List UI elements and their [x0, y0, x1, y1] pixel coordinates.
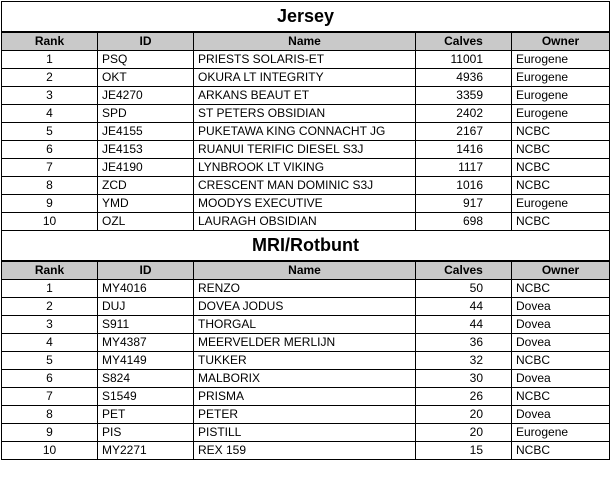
- cell-rank: 8: [2, 406, 98, 424]
- cell-rank: 2: [2, 69, 98, 87]
- cell-name: MOODYS EXECUTIVE: [194, 195, 416, 213]
- cell-calves: 20: [416, 406, 512, 424]
- cell-owner: Eurogene: [512, 195, 610, 213]
- table-row: [2, 123, 610, 141]
- cell-name: MEERVELDER MERLIJN: [194, 334, 416, 352]
- cell-name: TUKKER: [194, 352, 416, 370]
- cell-id: SPD: [98, 105, 194, 123]
- table-row: [2, 316, 610, 334]
- cell-name: PUKETAWA KING CONNACHT JG: [194, 123, 416, 141]
- cell-id: JE4153: [98, 141, 194, 159]
- cell-calves: 1416: [416, 141, 512, 159]
- cell-calves: 1117: [416, 159, 512, 177]
- cell-rank: 7: [2, 159, 98, 177]
- cell-owner: NCBC: [512, 123, 610, 141]
- cell-id: DUJ: [98, 298, 194, 316]
- cell-id: OZL: [98, 213, 194, 231]
- cell-owner: Dovea: [512, 298, 610, 316]
- cell-rank: 3: [2, 316, 98, 334]
- cell-name: DOVEA JODUS: [194, 298, 416, 316]
- column-header-calves: Calves: [416, 32, 512, 51]
- cell-rank: 1: [2, 51, 98, 69]
- cell-calves: 1016: [416, 177, 512, 195]
- cell-owner: NCBC: [512, 141, 610, 159]
- cell-rank: 10: [2, 442, 98, 460]
- table-row: [2, 442, 610, 460]
- cell-calves: 2402: [416, 105, 512, 123]
- ranking-table: [1, 1, 610, 460]
- cell-name: PISTILL: [194, 424, 416, 442]
- cell-id: S1549: [98, 388, 194, 406]
- cell-rank: 7: [2, 388, 98, 406]
- cell-id: MY4016: [98, 280, 194, 298]
- bull-ranking-sheet: [1, 1, 609, 482]
- cell-owner: NCBC: [512, 352, 610, 370]
- cell-name: PETER: [194, 406, 416, 424]
- cell-name: ST PETERS OBSIDIAN: [194, 105, 416, 123]
- cell-name: REX 159: [194, 442, 416, 460]
- table-row: [2, 334, 610, 352]
- cell-rank: 1: [2, 280, 98, 298]
- cell-calves: 2167: [416, 123, 512, 141]
- cell-id: S911: [98, 316, 194, 334]
- cell-calves: 11001: [416, 51, 512, 69]
- table-row: [2, 141, 610, 159]
- table-row: [2, 69, 610, 87]
- column-header-id: ID: [98, 261, 194, 280]
- column-header-id: ID: [98, 32, 194, 51]
- cell-calves: 4936: [416, 69, 512, 87]
- column-header-owner: Owner: [512, 32, 610, 51]
- table-row: [2, 280, 610, 298]
- table-row: [2, 298, 610, 316]
- cell-id: JE4270: [98, 87, 194, 105]
- cell-name: RUANUI TERIFIC DIESEL S3J: [194, 141, 416, 159]
- table-row: [2, 213, 610, 231]
- cell-rank: 4: [2, 105, 98, 123]
- jersey-section-title: Jersey: [2, 2, 610, 33]
- cell-rank: 2: [2, 298, 98, 316]
- cell-calves: 20: [416, 424, 512, 442]
- cell-calves: 44: [416, 298, 512, 316]
- cell-name: LYNBROOK LT VIKING: [194, 159, 416, 177]
- column-header-name: Name: [194, 32, 416, 51]
- cell-id: MY2271: [98, 442, 194, 460]
- cell-rank: 9: [2, 195, 98, 213]
- cell-id: PET: [98, 406, 194, 424]
- table-row: [2, 424, 610, 442]
- cell-rank: 8: [2, 177, 98, 195]
- cell-owner: Eurogene: [512, 87, 610, 105]
- column-header-owner: Owner: [512, 261, 610, 280]
- cell-owner: Dovea: [512, 334, 610, 352]
- cell-name: CRESCENT MAN DOMINIC S3J: [194, 177, 416, 195]
- table-row: [2, 388, 610, 406]
- mri-section-title-row: [2, 231, 610, 262]
- cell-calves: 3359: [416, 87, 512, 105]
- cell-rank: 4: [2, 334, 98, 352]
- cell-calves: 44: [416, 316, 512, 334]
- cell-name: PRIESTS SOLARIS-ET: [194, 51, 416, 69]
- cell-id: ZCD: [98, 177, 194, 195]
- table-row: [2, 406, 610, 424]
- table-row: [2, 352, 610, 370]
- table-row: [2, 370, 610, 388]
- table-row: [2, 177, 610, 195]
- cell-name: OKURA LT INTEGRITY: [194, 69, 416, 87]
- cell-owner: Dovea: [512, 370, 610, 388]
- table-row: [2, 159, 610, 177]
- cell-id: OKT: [98, 69, 194, 87]
- cell-owner: Dovea: [512, 316, 610, 334]
- cell-owner: Eurogene: [512, 424, 610, 442]
- column-header-name: Name: [194, 261, 416, 280]
- cell-name: THORGAL: [194, 316, 416, 334]
- cell-name: ARKANS BEAUT ET: [194, 87, 416, 105]
- cell-name: PRISMA: [194, 388, 416, 406]
- table-row: [2, 87, 610, 105]
- cell-name: RENZO: [194, 280, 416, 298]
- cell-name: MALBORIX: [194, 370, 416, 388]
- cell-calves: 32: [416, 352, 512, 370]
- cell-id: S824: [98, 370, 194, 388]
- cell-id: JE4190: [98, 159, 194, 177]
- cell-rank: 6: [2, 141, 98, 159]
- cell-name: LAURAGH OBSIDIAN: [194, 213, 416, 231]
- cell-rank: 5: [2, 352, 98, 370]
- cell-owner: Dovea: [512, 406, 610, 424]
- cell-calves: 698: [416, 213, 512, 231]
- cell-id: PIS: [98, 424, 194, 442]
- cell-owner: NCBC: [512, 213, 610, 231]
- cell-id: YMD: [98, 195, 194, 213]
- cell-owner: NCBC: [512, 442, 610, 460]
- cell-owner: NCBC: [512, 177, 610, 195]
- jersey-header-row: [2, 32, 610, 51]
- cell-owner: NCBC: [512, 280, 610, 298]
- cell-owner: Eurogene: [512, 69, 610, 87]
- column-header-rank: Rank: [2, 32, 98, 51]
- cell-rank: 3: [2, 87, 98, 105]
- cell-id: MY4149: [98, 352, 194, 370]
- column-header-rank: Rank: [2, 261, 98, 280]
- cell-owner: NCBC: [512, 159, 610, 177]
- cell-id: MY4387: [98, 334, 194, 352]
- cell-rank: 10: [2, 213, 98, 231]
- cell-calves: 15: [416, 442, 512, 460]
- cell-calves: 917: [416, 195, 512, 213]
- cell-id: JE4155: [98, 123, 194, 141]
- cell-owner: Eurogene: [512, 51, 610, 69]
- jersey-section-title-row: [2, 2, 610, 33]
- table-row: [2, 51, 610, 69]
- cell-rank: 5: [2, 123, 98, 141]
- cell-owner: Eurogene: [512, 105, 610, 123]
- mri-section-title: MRI/Rotbunt: [2, 231, 610, 262]
- cell-calves: 50: [416, 280, 512, 298]
- cell-calves: 36: [416, 334, 512, 352]
- table-row: [2, 105, 610, 123]
- cell-calves: 30: [416, 370, 512, 388]
- cell-calves: 26: [416, 388, 512, 406]
- table-row: [2, 195, 610, 213]
- cell-owner: NCBC: [512, 388, 610, 406]
- column-header-calves: Calves: [416, 261, 512, 280]
- mri-header-row: [2, 261, 610, 280]
- cell-rank: 9: [2, 424, 98, 442]
- cell-id: PSQ: [98, 51, 194, 69]
- cell-rank: 6: [2, 370, 98, 388]
